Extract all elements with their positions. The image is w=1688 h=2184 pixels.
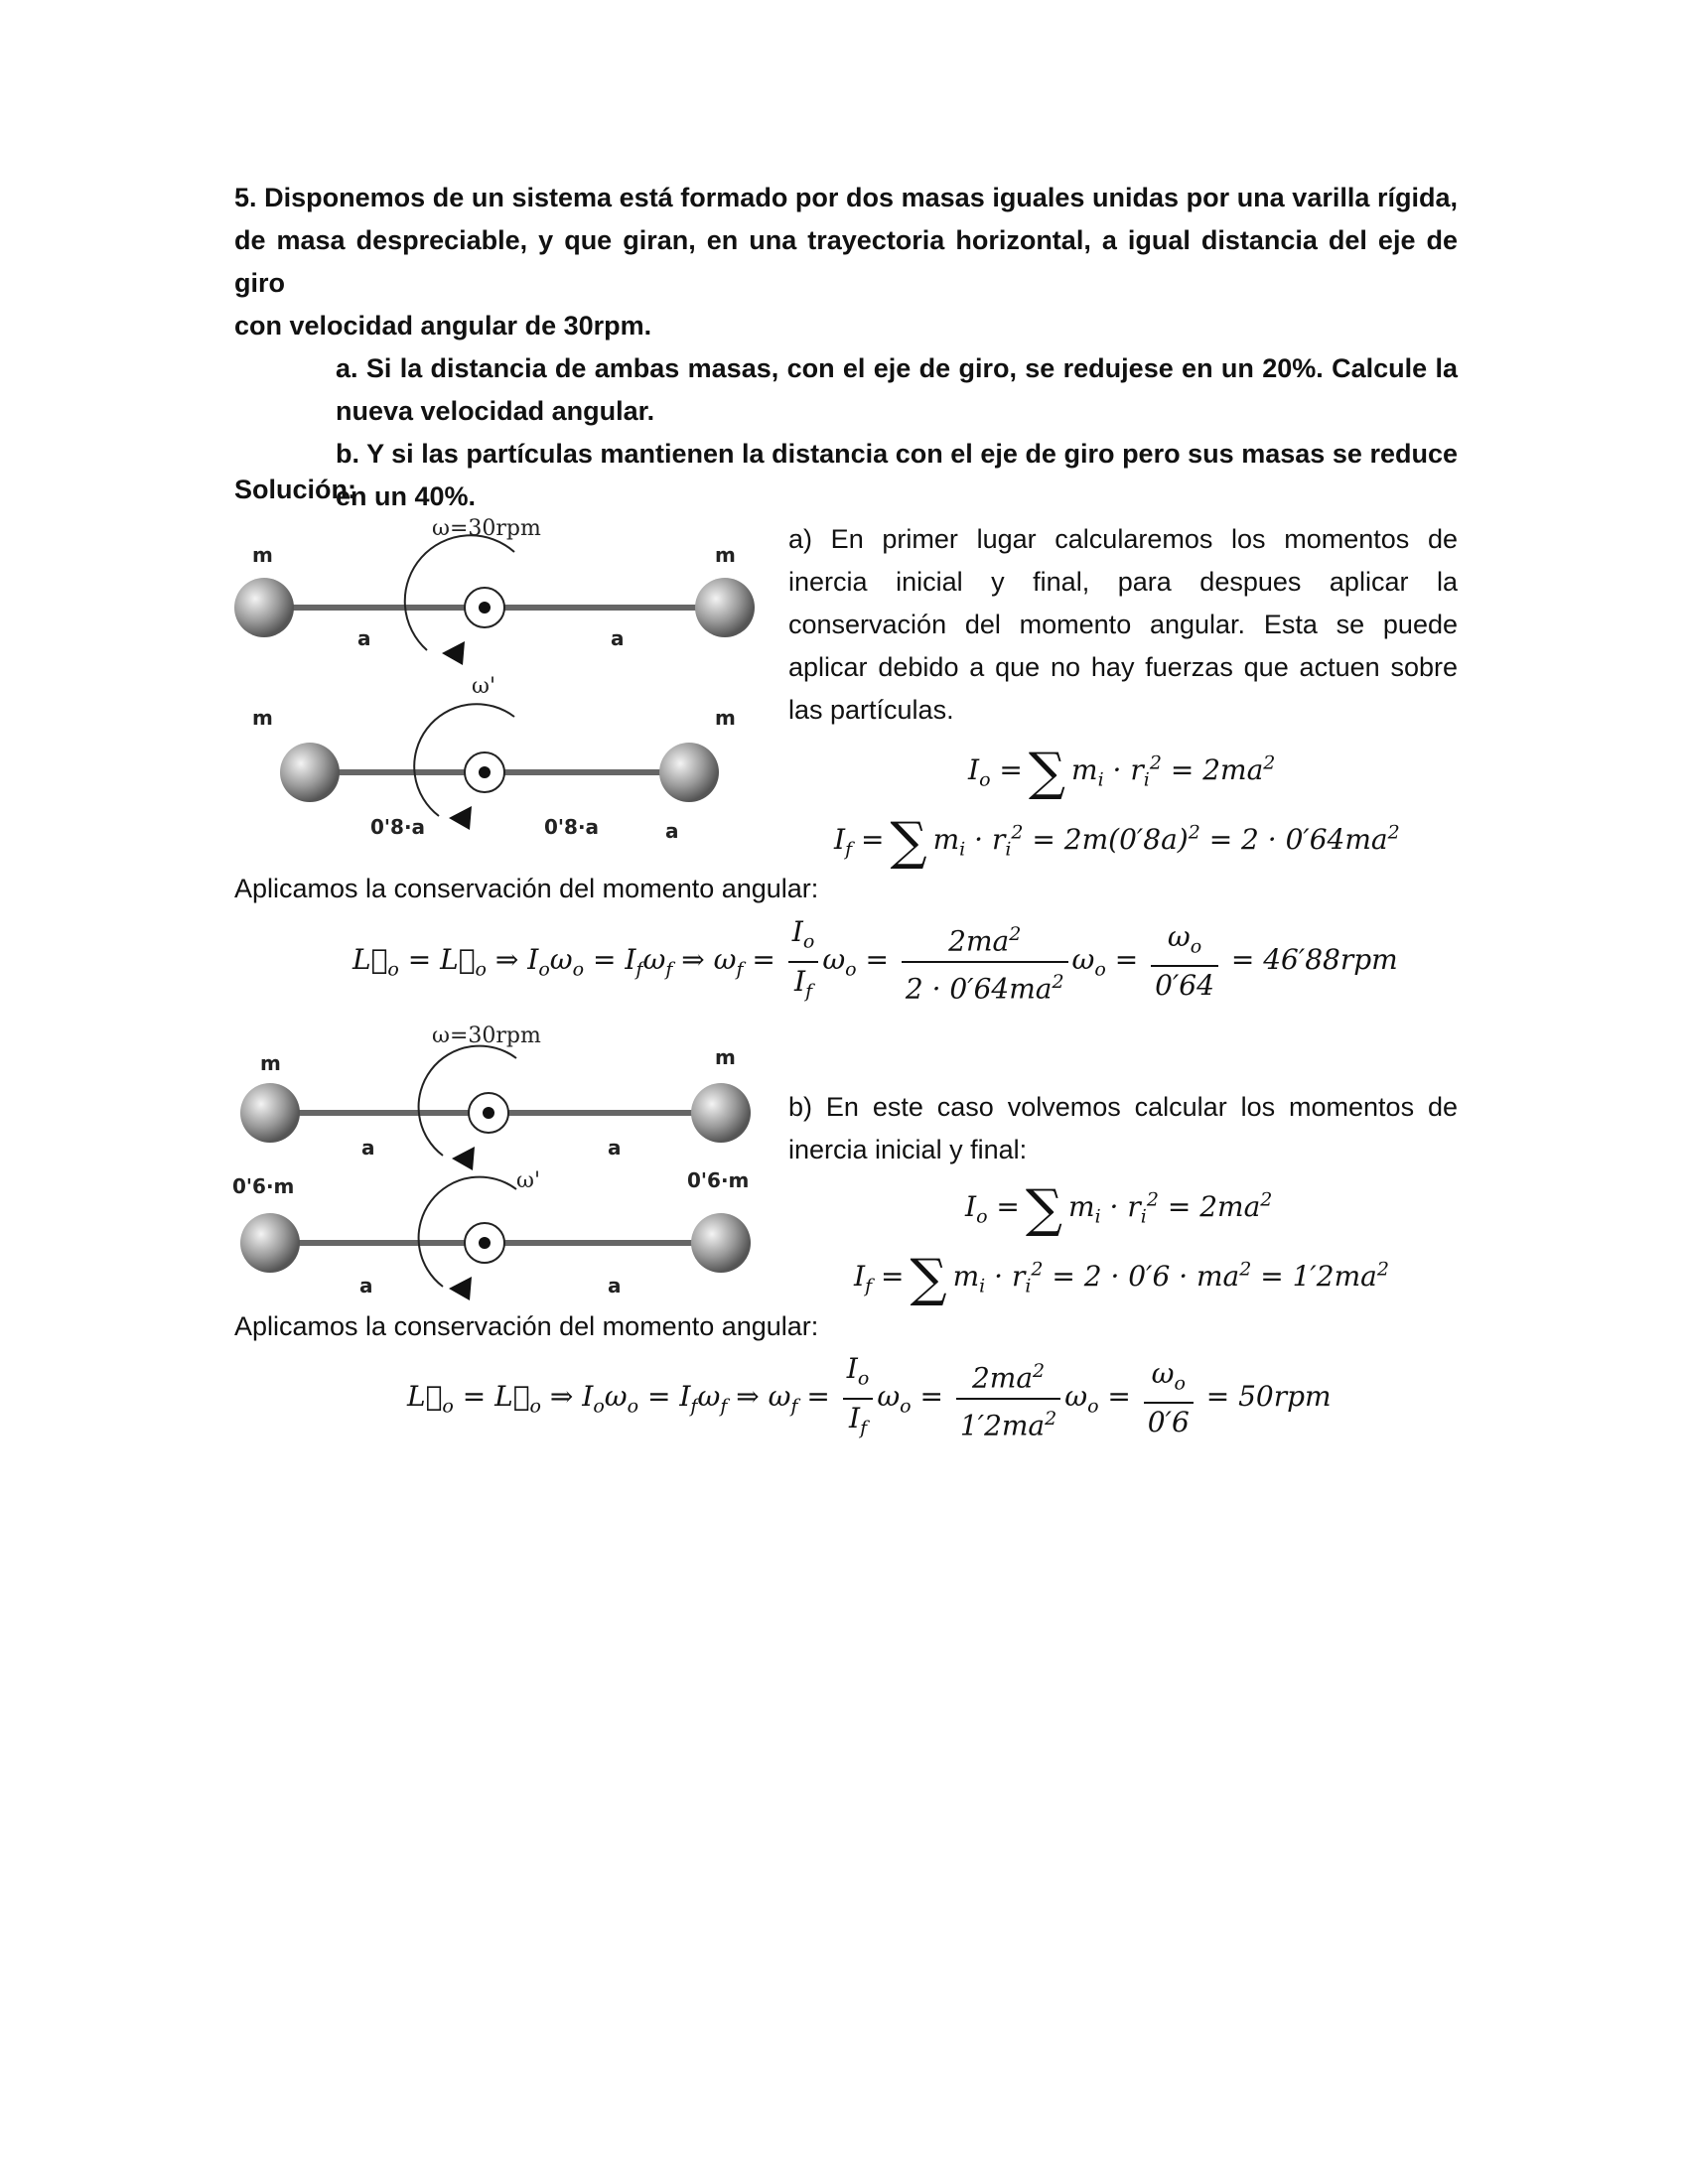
problem-line-1: 5. Disponemos de un sistema está formado por dos masas iguales unidas por una varilla rígida, bbox=[234, 183, 1458, 212]
arrow-head bbox=[452, 1147, 475, 1170]
mass-sphere bbox=[234, 578, 294, 637]
distance-label: a bbox=[608, 1136, 622, 1160]
arrow-head bbox=[449, 1277, 472, 1300]
mass-label: m bbox=[252, 706, 273, 730]
distance-label: a bbox=[608, 1274, 622, 1297]
subquestion-a-line-2: nueva velocidad angular. bbox=[336, 396, 655, 426]
formula-inertia-final-b: $I_f$ = ∑ $m_i \cdot r_i^2 = 2 \cdot 0'6 \cdot ma^2 = 1'2ma^2$ bbox=[854, 1249, 1389, 1308]
result-a: = 46′88rpm bbox=[1230, 943, 1398, 977]
distance-label: 0'8·a bbox=[544, 815, 600, 839]
formula-conservation-a: $L⃗_o$ = $L⃗_o$ ⇒ $I_o\omega_o = I_f\omega_f$ ⇒ $\omega_f$ = $\frac{I_o}{I_f}$ $\omega_o$ = $\frac{2ma^2}{2 \cdot 0'64ma^2}$ $\omega_o$ = $\frac{\omega_o}{0'64}$ = 46′88rpm bbox=[352, 915, 1398, 1005]
mass-sphere bbox=[691, 1083, 751, 1143]
mass-sphere bbox=[659, 743, 719, 802]
mass-label: m bbox=[715, 543, 736, 567]
omega-label-top: ω=30rpm bbox=[432, 516, 541, 541]
distance-label: 0'8·a bbox=[370, 815, 426, 839]
arrow-head bbox=[442, 641, 465, 665]
mass-sphere bbox=[691, 1213, 751, 1273]
part-a-explanation: a) En primer lugar calcularemos los momentos de inercia inicial y final, para despues aplicar la conservación del momento angular. Esta se puede aplicar debido a que no hay fuerzas que actuen sobre las partículas. bbox=[788, 524, 1458, 725]
result-b: = 50rpm bbox=[1205, 1380, 1332, 1414]
omega-label-bottom: ω' bbox=[472, 674, 495, 699]
formula-inertia-initial-a: $I_o$ = ∑ $m_i \cdot r_i^2 = 2ma^2$ bbox=[968, 743, 1276, 802]
solution-title: Solución: bbox=[234, 475, 356, 504]
formula-inertia-initial-b: $I_o$ = ∑ $m_i \cdot r_i^2 = 2ma^2$ bbox=[965, 1179, 1273, 1239]
mass-sphere bbox=[695, 578, 755, 637]
mass-sphere bbox=[240, 1213, 300, 1273]
formula-inertia-final-a: $I_f$ = ∑ $m_i \cdot r_i^2 = 2m(0'8a)^2 = 2 \cdot 0'64ma^2$ bbox=[834, 812, 1400, 872]
omega-label-top: ω=30rpm bbox=[432, 1024, 541, 1048]
mass-label: 0'6·m bbox=[232, 1174, 295, 1198]
diagram-part-a bbox=[228, 506, 765, 854]
aplicamos-text-b: Aplicamos la conservación del momento angular: bbox=[234, 1311, 819, 1341]
axis-dot bbox=[479, 1237, 491, 1249]
mass-label: m bbox=[715, 706, 736, 730]
problem-line-2: de masa despreciable, y que giran, en una trayectoria horizontal, a igual distancia del eje de giro bbox=[234, 225, 1458, 298]
distance-label: a bbox=[361, 1136, 375, 1160]
mass-label: 0'6·m bbox=[687, 1168, 750, 1192]
subquestion-a-line-1: a. Si la distancia de ambas masas, con el eje de giro, se redujese en un 20%. Calcule la bbox=[336, 353, 1458, 383]
subquestion-b-line-1: b. Y si las partículas mantienen la distancia con el eje de giro pero sus masas se reduce bbox=[336, 439, 1458, 469]
mass-label: m bbox=[260, 1051, 281, 1075]
axis-dot bbox=[479, 766, 491, 778]
axis-dot bbox=[483, 1107, 494, 1119]
problem-statement bbox=[234, 177, 1458, 518]
problem-line-3: con velocidad angular de 30rpm. bbox=[234, 311, 652, 341]
aplicamos-text-a: Aplicamos la conservación del momento angular: bbox=[234, 874, 819, 903]
formula-conservation-b: $L⃗_o$ = $L⃗_o$ ⇒ $I_o\omega_o = I_f\omega_f$ ⇒ $\omega_f$ = $\frac{I_o}{I_f}$ $\omega_o$ = $\frac{2ma^2}{1'2ma^2}$ $\omega_o$ = $\frac{\omega_o}{0'6}$ = 50rpm bbox=[407, 1352, 1332, 1441]
distance-label: a bbox=[357, 626, 371, 650]
arrow-head bbox=[449, 806, 472, 830]
axis-dot bbox=[479, 602, 491, 614]
omega-label-bottom: ω' bbox=[516, 1168, 540, 1193]
distance-label: a bbox=[359, 1274, 373, 1297]
subquestion-b-line-2: en un 40%. bbox=[336, 481, 477, 511]
mass-sphere bbox=[240, 1083, 300, 1143]
distance-label: a bbox=[665, 819, 679, 843]
part-b-explanation: b) En este caso volvemos calcular los momentos de inercia inicial y final: bbox=[788, 1092, 1458, 1164]
diagram-part-b bbox=[228, 1013, 765, 1310]
mass-sphere bbox=[280, 743, 340, 802]
mass-label: m bbox=[715, 1045, 736, 1069]
distance-label: a bbox=[611, 626, 625, 650]
mass-label: m bbox=[252, 543, 273, 567]
